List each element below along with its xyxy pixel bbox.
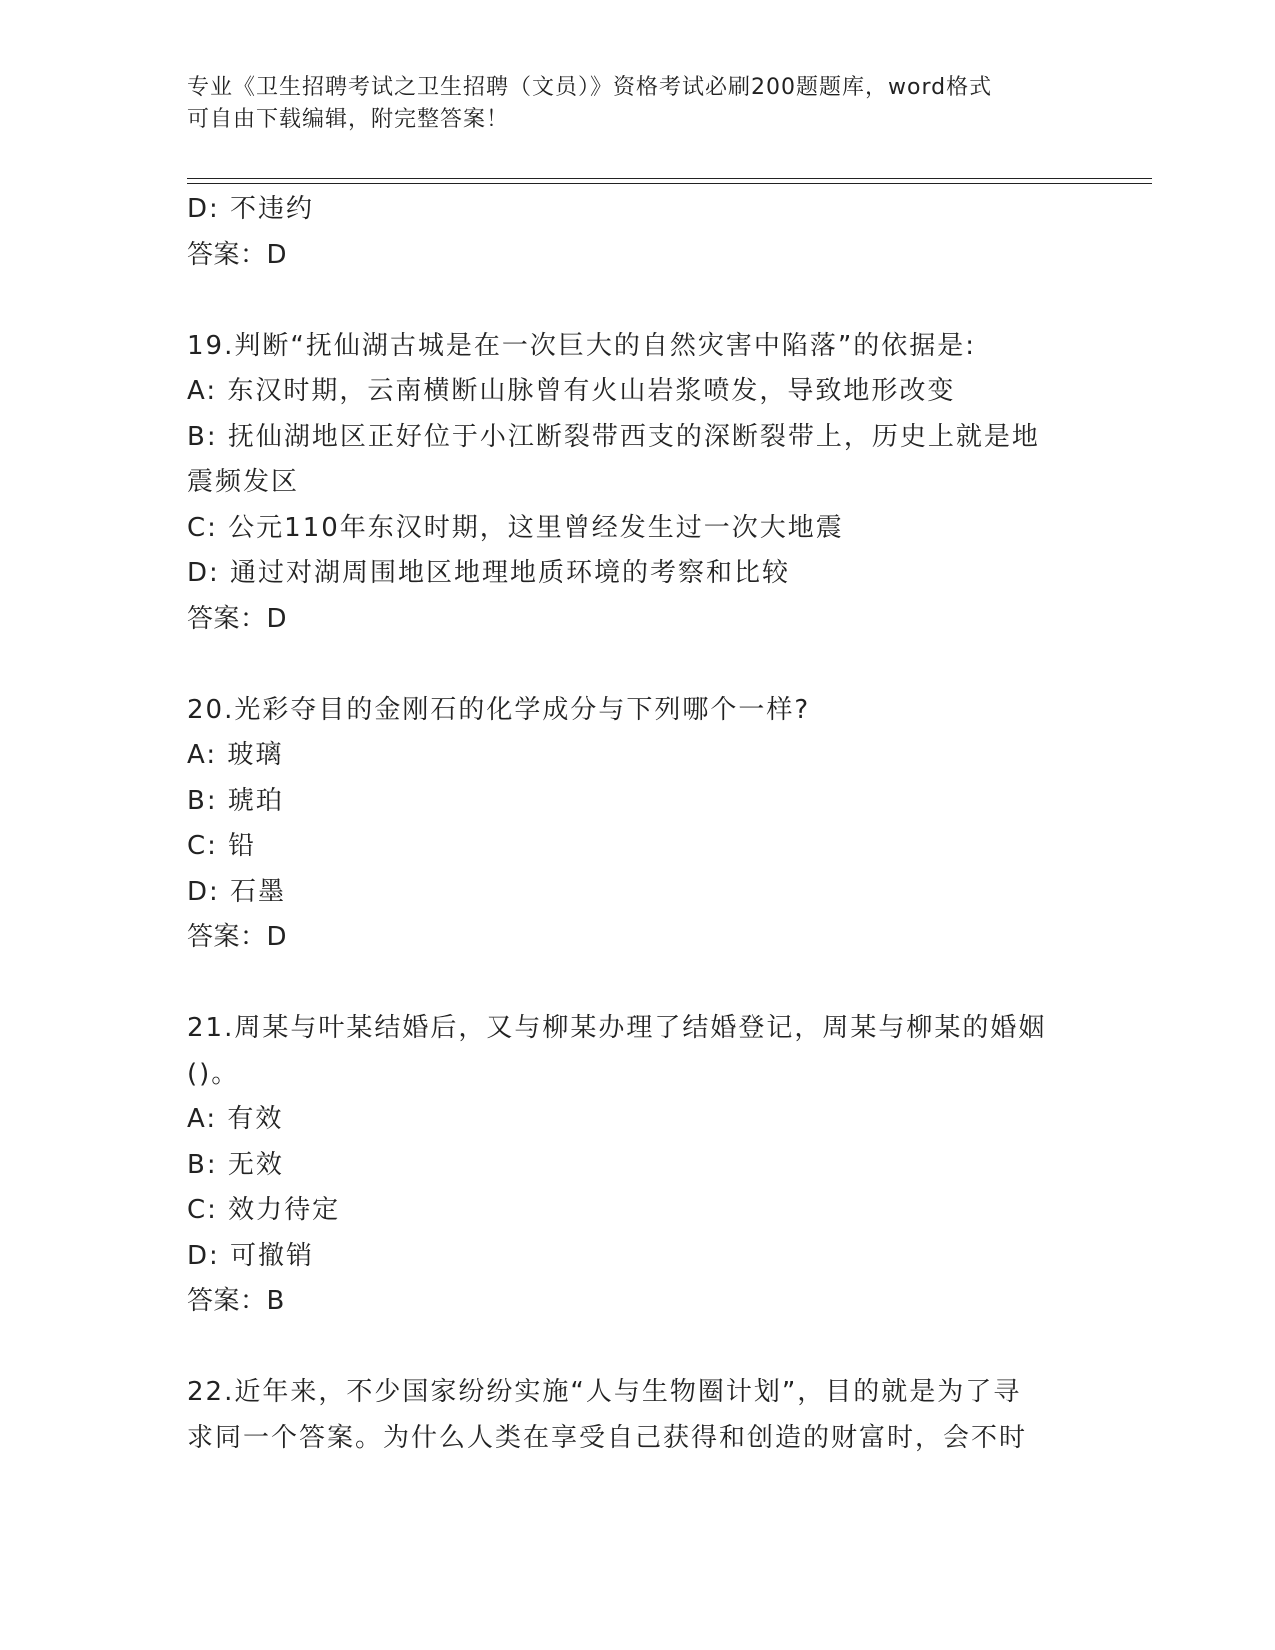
option-c: C: 公元110年东汉时期，这里曾经发生过一次大地震 (187, 512, 844, 543)
option-d: D: 不违约 (187, 194, 315, 224)
question-text: 19.判断“抚仙湖古城是在一次巨大的自然灾害中陷落”的依据是: (187, 330, 977, 361)
header-line-2: 可自由下载编辑，附完整答案！ (187, 107, 510, 132)
option-d: D: 可撤销 (187, 1240, 315, 1271)
option-b: B: 无效 (187, 1149, 284, 1180)
question-block-22 (187, 1370, 1087, 1461)
option-b-line-1: B: 抚仙湖地区正好位于小江断裂带西支的深断裂带上，历史上就是地 (187, 421, 1040, 452)
answer-label: 答案：D (187, 239, 288, 270)
header-divider-bottom (187, 183, 1152, 184)
question-text: 20.光彩夺目的金刚石的化学成分与下列哪个一样? (187, 694, 811, 725)
spacer (187, 1325, 1087, 1371)
spacer (187, 961, 1087, 1007)
option-c: C: 铅 (187, 831, 257, 861)
option-a: A: 东汉时期，云南横断山脉曾有火山岩浆喷发，导致地形改变 (187, 376, 956, 406)
question-block-20 (187, 688, 1087, 961)
option-b: B: 琥珀 (187, 785, 284, 816)
question-block-21 (187, 1006, 1087, 1325)
header-line-1: 专业《卫生招聘考试之卫生招聘（文员）》资格考试必刷200题题库，word格式 (187, 75, 993, 100)
answer-label: 答案：D (187, 922, 288, 952)
question-content (187, 187, 1087, 1461)
question-text-line-2: ()。 (187, 1058, 240, 1089)
question-block-prev (187, 187, 1087, 278)
document-header (187, 72, 1067, 136)
option-a: A: 有效 (187, 1104, 284, 1134)
spacer (187, 642, 1087, 688)
question-text-line-1: 22.近年来，不少国家纷纷实施“人与生物圈计划”，目的就是为了寻 (187, 1377, 1022, 1407)
question-text-line-1: 21.周某与叶某结婚后，又与柳某办理了结婚登记，周某与柳某的婚姻 (187, 1013, 1047, 1043)
spacer (187, 278, 1087, 324)
answer-label: 答案：B (187, 1286, 285, 1316)
option-c: C: 效力待定 (187, 1195, 341, 1225)
option-b-line-2: 震频发区 (187, 467, 300, 497)
question-block-19 (187, 324, 1087, 643)
question-text-line-2: 求同一个答案。为什么人类在享受自己获得和创造的财富时，会不时 (187, 1422, 1028, 1453)
option-a: A: 玻璃 (187, 740, 284, 770)
header-divider-top (187, 178, 1152, 179)
option-d: D: 石墨 (187, 876, 287, 907)
option-d: D: 通过对湖周围地区地理地质环境的考察和比较 (187, 558, 791, 588)
answer-label: 答案：D (187, 603, 288, 634)
